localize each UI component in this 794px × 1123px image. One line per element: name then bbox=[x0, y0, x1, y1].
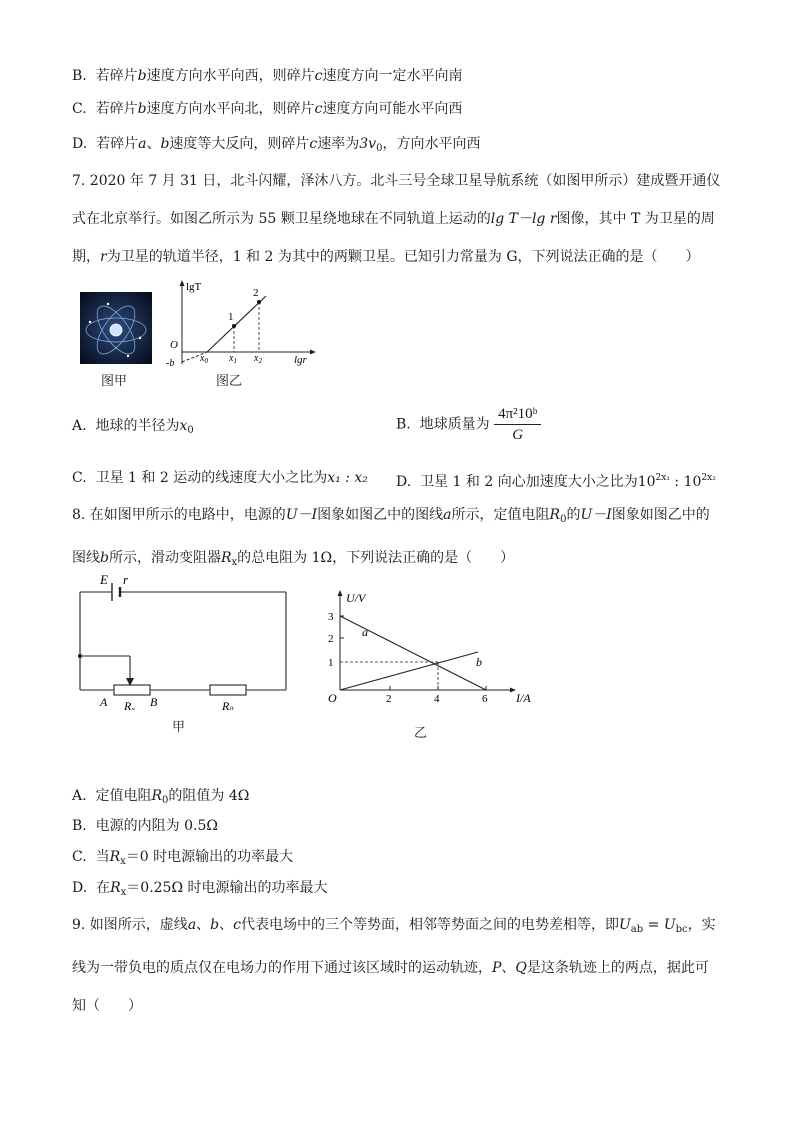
tick-x0: $x_0$ bbox=[200, 353, 208, 365]
graph-xlabel: lgr bbox=[294, 354, 307, 366]
q8-option-b: B. 电源的内阻为 0.5Ω bbox=[72, 818, 218, 834]
ytick-3: 3 bbox=[328, 611, 334, 623]
xtick-2: 2 bbox=[386, 693, 392, 705]
fig-b-caption: 图乙 bbox=[216, 374, 243, 389]
ui-graph bbox=[320, 586, 540, 714]
xtick-6: 6 bbox=[482, 693, 488, 705]
fig-a-caption: 图甲 bbox=[101, 374, 128, 389]
rx-label: Rx bbox=[124, 699, 135, 710]
q7-option-a: A. 地球的半径为$x_0$ bbox=[72, 418, 194, 436]
q7-stem: 7. 2020 年 7 月 31 日，北斗闪耀，泽沐八方。北斗三号全球卫星导航系统（如图甲所示）建成暨开通仪式在北京举行。如图乙所示为 55 颗卫星绕地球在不同轨道上运动的lg T－lg r图像，其中 T 为卫星的周期，r为卫星的轨道半径，1 和 2 为其中的两颗卫星。已知引力常量为 G，下列说法正确的是（ ） bbox=[72, 173, 721, 265]
ytick-1: 1 bbox=[328, 657, 334, 669]
ui-graph-caption: 乙 bbox=[414, 726, 428, 741]
ytick-2: 2 bbox=[328, 633, 334, 645]
q8-stem: 8. 在如图甲所示的电路中，电源的U－I图象如图乙中的图线a所示，定值电阻$R_0$的U－I图象如图乙中的图线b所示，滑动变阻器$R_x$的总电阻为 1Ω，下列说法正确的是（ ） bbox=[72, 507, 710, 568]
line-a-label: a bbox=[362, 625, 368, 639]
beidou-satellite-image bbox=[80, 292, 152, 364]
q6-option-d: D. 若碎片a、b速度等大反向，则碎片c速率为$3v_0$，方向水平向西 bbox=[72, 136, 481, 154]
ui-xlabel: I/A bbox=[516, 691, 531, 705]
q8-option-a: A. 定值电阻$R_0$的阻值为 4Ω bbox=[72, 788, 250, 806]
q7-option-d: D. 卫星 1 和 2 向心加速度大小之比为$10^{2x_1}$ : $10^{2x_2}$ bbox=[396, 473, 716, 490]
graph-origin: O bbox=[170, 339, 178, 351]
graph-intercept: -b bbox=[166, 358, 175, 369]
q7-option-c: C. 卫星 1 和 2 运动的线速度大小之比为x₁ : x₂ bbox=[72, 470, 368, 486]
point-1-label: 1 bbox=[228, 311, 234, 323]
tick-x2: $x_2$ bbox=[254, 353, 262, 365]
ui-ylabel: U/V bbox=[346, 591, 366, 605]
node-a-label: A bbox=[100, 695, 108, 709]
r0-label: R0 bbox=[222, 699, 234, 710]
ui-origin: O bbox=[328, 691, 337, 705]
q7-option-b: B. 地球质量为 $\frac{\text{4π²10ᵇ}}{G}$ bbox=[396, 404, 541, 445]
q8-option-c: C. 当$R_x=0$ 时电源输出的功率最大 bbox=[72, 849, 294, 867]
graph-ylabel: lgT bbox=[186, 281, 202, 293]
tick-x1: $x_1$ bbox=[229, 353, 237, 365]
circuit-caption: 甲 bbox=[172, 720, 186, 735]
xtick-4: 4 bbox=[434, 693, 440, 705]
circuit-diagram bbox=[70, 570, 300, 714]
line-b-label: b bbox=[476, 655, 482, 669]
node-b-label: B bbox=[150, 695, 158, 709]
internal-r-label: r bbox=[123, 572, 129, 587]
q6-option-b: B. 若碎片b速度方向水平向西，则碎片c速度方向一定水平向南 bbox=[72, 68, 463, 84]
q8-option-d: D. 在$R_x=0.25\Omega$ 时电源输出的功率最大 bbox=[72, 880, 328, 898]
q6-option-c: C. 若碎片b速度方向水平向北，则碎片c速度方向可能水平向西 bbox=[72, 101, 463, 117]
emf-label: E bbox=[100, 572, 108, 587]
lgT-lgr-graph bbox=[162, 278, 322, 374]
point-2-label: 2 bbox=[253, 287, 259, 299]
q9-stem: 9. 如图所示，虚线a、b、c代表电场中的三个等势面，相邻等势面之间的电势差相等，即$U_{ab} = U_{bc}$，实线为一带负电的质点仅在电场力的作用下通过该区域时的运动轨迹，P、Q是这条轨迹上的两点，据此可知（ ） bbox=[72, 917, 716, 1014]
